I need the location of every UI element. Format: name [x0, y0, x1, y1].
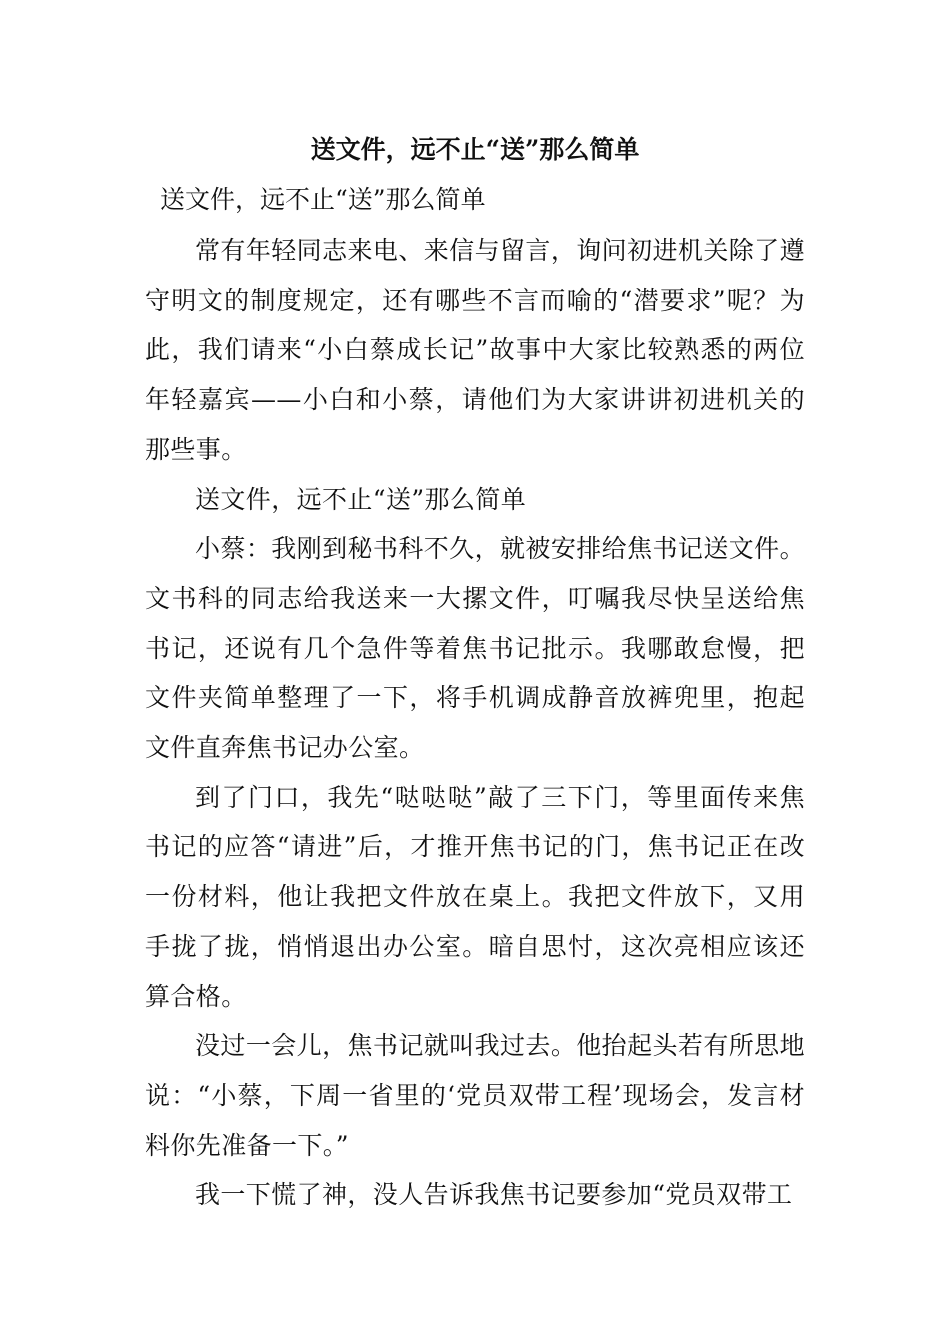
paragraph-xiaocai-4: 我一下慌了神，没人告诉我焦书记要参加“党员双带工: [195, 1180, 793, 1210]
paragraph-xiaocai-3: 没过一会儿，焦书记就叫我过去。他抬起头若有所思地说：“小蔡，下周一省里的‘党员双带工程’现场会，发言材料你先准备一下。”: [145, 1031, 805, 1160]
document-subtitle: 送文件，远不止“送”那么简单: [160, 185, 486, 214]
document-title: 送文件，远不止“送”那么简单: [310, 135, 640, 164]
paragraph-xiaocai-2: 到了门口，我先“哒哒哒”敲了三下门，等里面传来焦书记的应答“请进”后，才推开焦书记的门，焦书记正在改一份材料，他让我把文件放在桌上。我把文件放下，又用手拢了拢，悄悄退出办公室。暗自思忖，这次亮相应该还算合格。: [145, 782, 805, 1011]
paragraph-xiaocai-1: 小蔡：我刚到秘书科不久，就被安排给焦书记送文件。文书科的同志给我送来一大摞文件，叮嘱我尽快呈送给焦书记，还说有几个急件等着焦书记批示。我哪敢怠慢，把文件夹简单整理了一下，将手机调成静音放裤兜里，抱起文件直奔焦书记办公室。: [145, 534, 805, 763]
paragraph-section-heading: 送文件，远不止“送”那么简单: [195, 484, 527, 514]
document-body: [145, 226, 805, 1220]
paragraph-intro: 常有年轻同志来电、来信与留言，询问初进机关除了遵守明文的制度规定，还有哪些不言而喻的“潜要求”呢？为此，我们请来“小白蔡成长记”故事中大家比较熟悉的两位年轻嘉宾——小白和小蔡，请他们为大家讲讲初进机关的那些事。: [145, 236, 805, 464]
